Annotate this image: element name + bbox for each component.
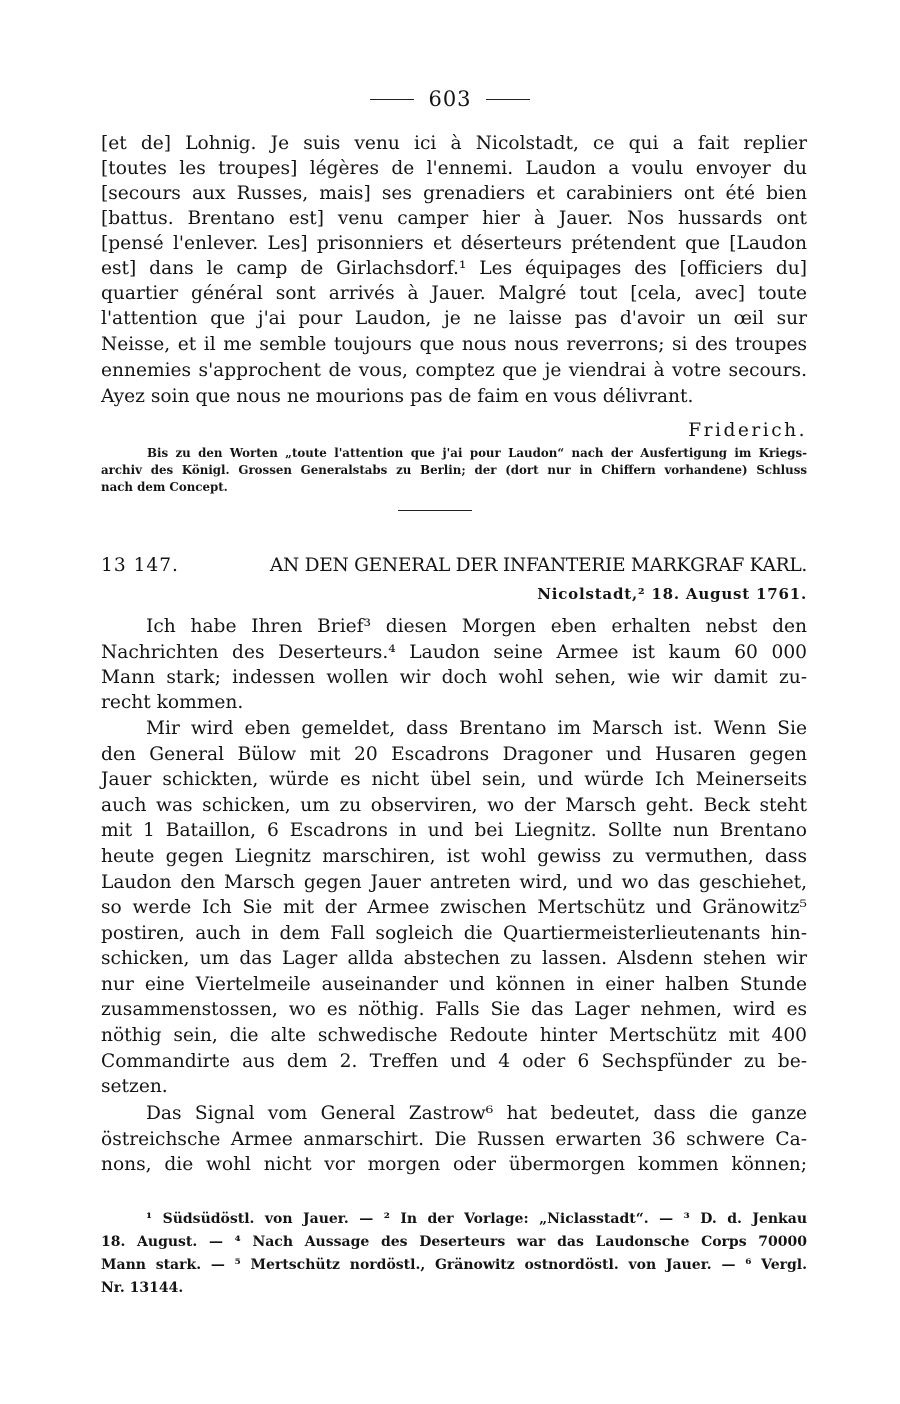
letter-number: 13 147. bbox=[101, 554, 179, 576]
text-line: Nachrichten des Deserteurs.⁴ Laudon seine Armee ist kaum 60 000 bbox=[101, 642, 807, 663]
text-line: l'attention que j'ai pour Laudon, je ne laisse pas d'avoir un œil sur bbox=[101, 308, 807, 329]
text-line: mit 1 Bataillon, 6 Escadrons in und bei Liegnitz. Sollte nun Brentano bbox=[101, 820, 807, 841]
text-line: schicken, um das Lager allda abstechen zu lassen. Alsdenn stehen wir bbox=[101, 948, 807, 969]
text-line: ennemies s'approchent de vous, comptez que je viendrai à votre secours. bbox=[101, 360, 807, 381]
header-dash-right bbox=[486, 99, 530, 100]
text-line: postiren, auch in dem Fall sogleich die Quartiermeisterlieutenants hin- bbox=[101, 923, 807, 944]
text-line: quartier général sont arrivés à Jauer. Malgré tout [cela, avec] toute bbox=[101, 283, 807, 304]
text-line: so werde Ich Sie mit der Armee zwischen Mertschütz und Gränowitz⁵ bbox=[101, 897, 807, 918]
text-line: [battus. Brentano est] venu camper hier à Jauer. Nos hussards ont bbox=[101, 208, 807, 229]
text-line: Mir wird eben gemeldet, dass Brentano im Marsch ist. Wenn Sie bbox=[146, 718, 807, 739]
text-line: Jauer schickten, würde es nicht übel sein, und würde Ich Meinerseits bbox=[101, 769, 807, 790]
footnote-line: ¹ Südsüdöstl. von Jauer. — ² In der Vorlage: „Niclasstadt“. — ³ D. d. Jenkau bbox=[146, 1211, 807, 1227]
text-line: heute gegen Liegnitz marschiren, ist wohl gewiss zu vermuthen, dass bbox=[101, 846, 807, 867]
text-line: recht kommen. bbox=[101, 692, 244, 713]
page-number: 603 bbox=[428, 87, 472, 111]
note-line: Bis zu den Worten „toute l'attention que j'ai pour Laudon“ nach der Ausfertigung im Kriegs- bbox=[147, 446, 807, 460]
text-line: est] dans le camp de Girlachsdorf.¹ Les équipages des [officiers du] bbox=[101, 258, 807, 279]
text-line: Ayez soin que nous ne mourions pas de faim en vous délivrant. bbox=[101, 386, 694, 407]
text-line: den General Bülow mit 20 Escadrons Dragoner und Husaren gegen bbox=[101, 744, 807, 765]
letter-heading bbox=[101, 551, 807, 579]
text-line: Mann stark; indessen wollen wir doch wohl sehen, wie wir damit zu- bbox=[101, 667, 807, 688]
text-line: [secours aux Russes, mais] ses grenadiers et carabiniers ont été bien bbox=[101, 183, 807, 204]
text-line: nons, die wohl nicht vor morgen oder übermorgen kommen können; bbox=[101, 1154, 807, 1175]
text-line: Ich habe Ihren Brief³ diesen Morgen eben erhalten nebst den bbox=[146, 616, 807, 637]
page-header bbox=[0, 82, 900, 116]
text-line: östreichsche Armee anmarschirt. Die Russen erwarten 36 schwere Ca- bbox=[101, 1129, 807, 1150]
note-line: nach dem Concept. bbox=[101, 480, 228, 494]
text-line: [et de] Lohnig. Je suis venu ici à Nicolstadt, ce qui a fait replier bbox=[101, 133, 807, 154]
text-line: zusammenstossen, wo es nöthig. Falls Sie das Lager nehmen, wird es bbox=[101, 999, 807, 1020]
text-line: [toutes les troupes] légères de l'ennemi. Laudon a voulu envoyer du bbox=[101, 158, 807, 179]
dateline: Nicolstadt,² 18. August 1761. bbox=[537, 585, 807, 603]
section-divider bbox=[398, 510, 472, 511]
text-line: Das Signal vom General Zastrow⁶ hat bedeutet, dass die ganze bbox=[146, 1103, 807, 1124]
header-dash-left bbox=[370, 99, 414, 100]
text-line: nöthig sein, die alte schwedische Redoute hinter Mertschütz mit 400 bbox=[101, 1025, 807, 1046]
text-line: nur eine Viertelmeile auseinander und können in einer halben Stunde bbox=[101, 974, 807, 995]
letter-title: AN DEN GENERAL DER INFANTERIE MARKGRAF KARL. bbox=[269, 554, 807, 576]
footnote-line: Nr. 13144. bbox=[101, 1280, 184, 1296]
text-line: auch was schicken, um zu observiren, wo der Marsch geht. Beck steht bbox=[101, 795, 807, 816]
footnote-line: Mann stark. — ⁵ Mertschütz nordöstl., Gränowitz ostnordöstl. von Jauer. — ⁶ Vergl. bbox=[101, 1257, 807, 1273]
signature: Friderich. bbox=[688, 420, 807, 441]
text-line: Commandirte aus dem 2. Treffen und 4 oder 6 Sechspfünder zu be- bbox=[101, 1051, 807, 1072]
footnote-line: 18. August. — ⁴ Nach Aussage des Deserteurs war das Laudonsche Corps 70000 bbox=[101, 1234, 807, 1250]
note-line: archiv des Königl. Grossen Generalstabs zu Berlin; der (dort nur in Chiffern vorhandene) Schluss bbox=[101, 463, 807, 477]
text-line: setzen. bbox=[101, 1076, 168, 1097]
text-line: Neisse, et il me semble toujours que nous nous reverrons; si des troupes bbox=[101, 334, 807, 355]
text-line: [pensé l'enlever. Les] prisonniers et déserteurs prétendent que [Laudon bbox=[101, 233, 807, 254]
text-line: Laudon den Marsch gegen Jauer antreten wird, und wo das geschiehet, bbox=[101, 872, 807, 893]
